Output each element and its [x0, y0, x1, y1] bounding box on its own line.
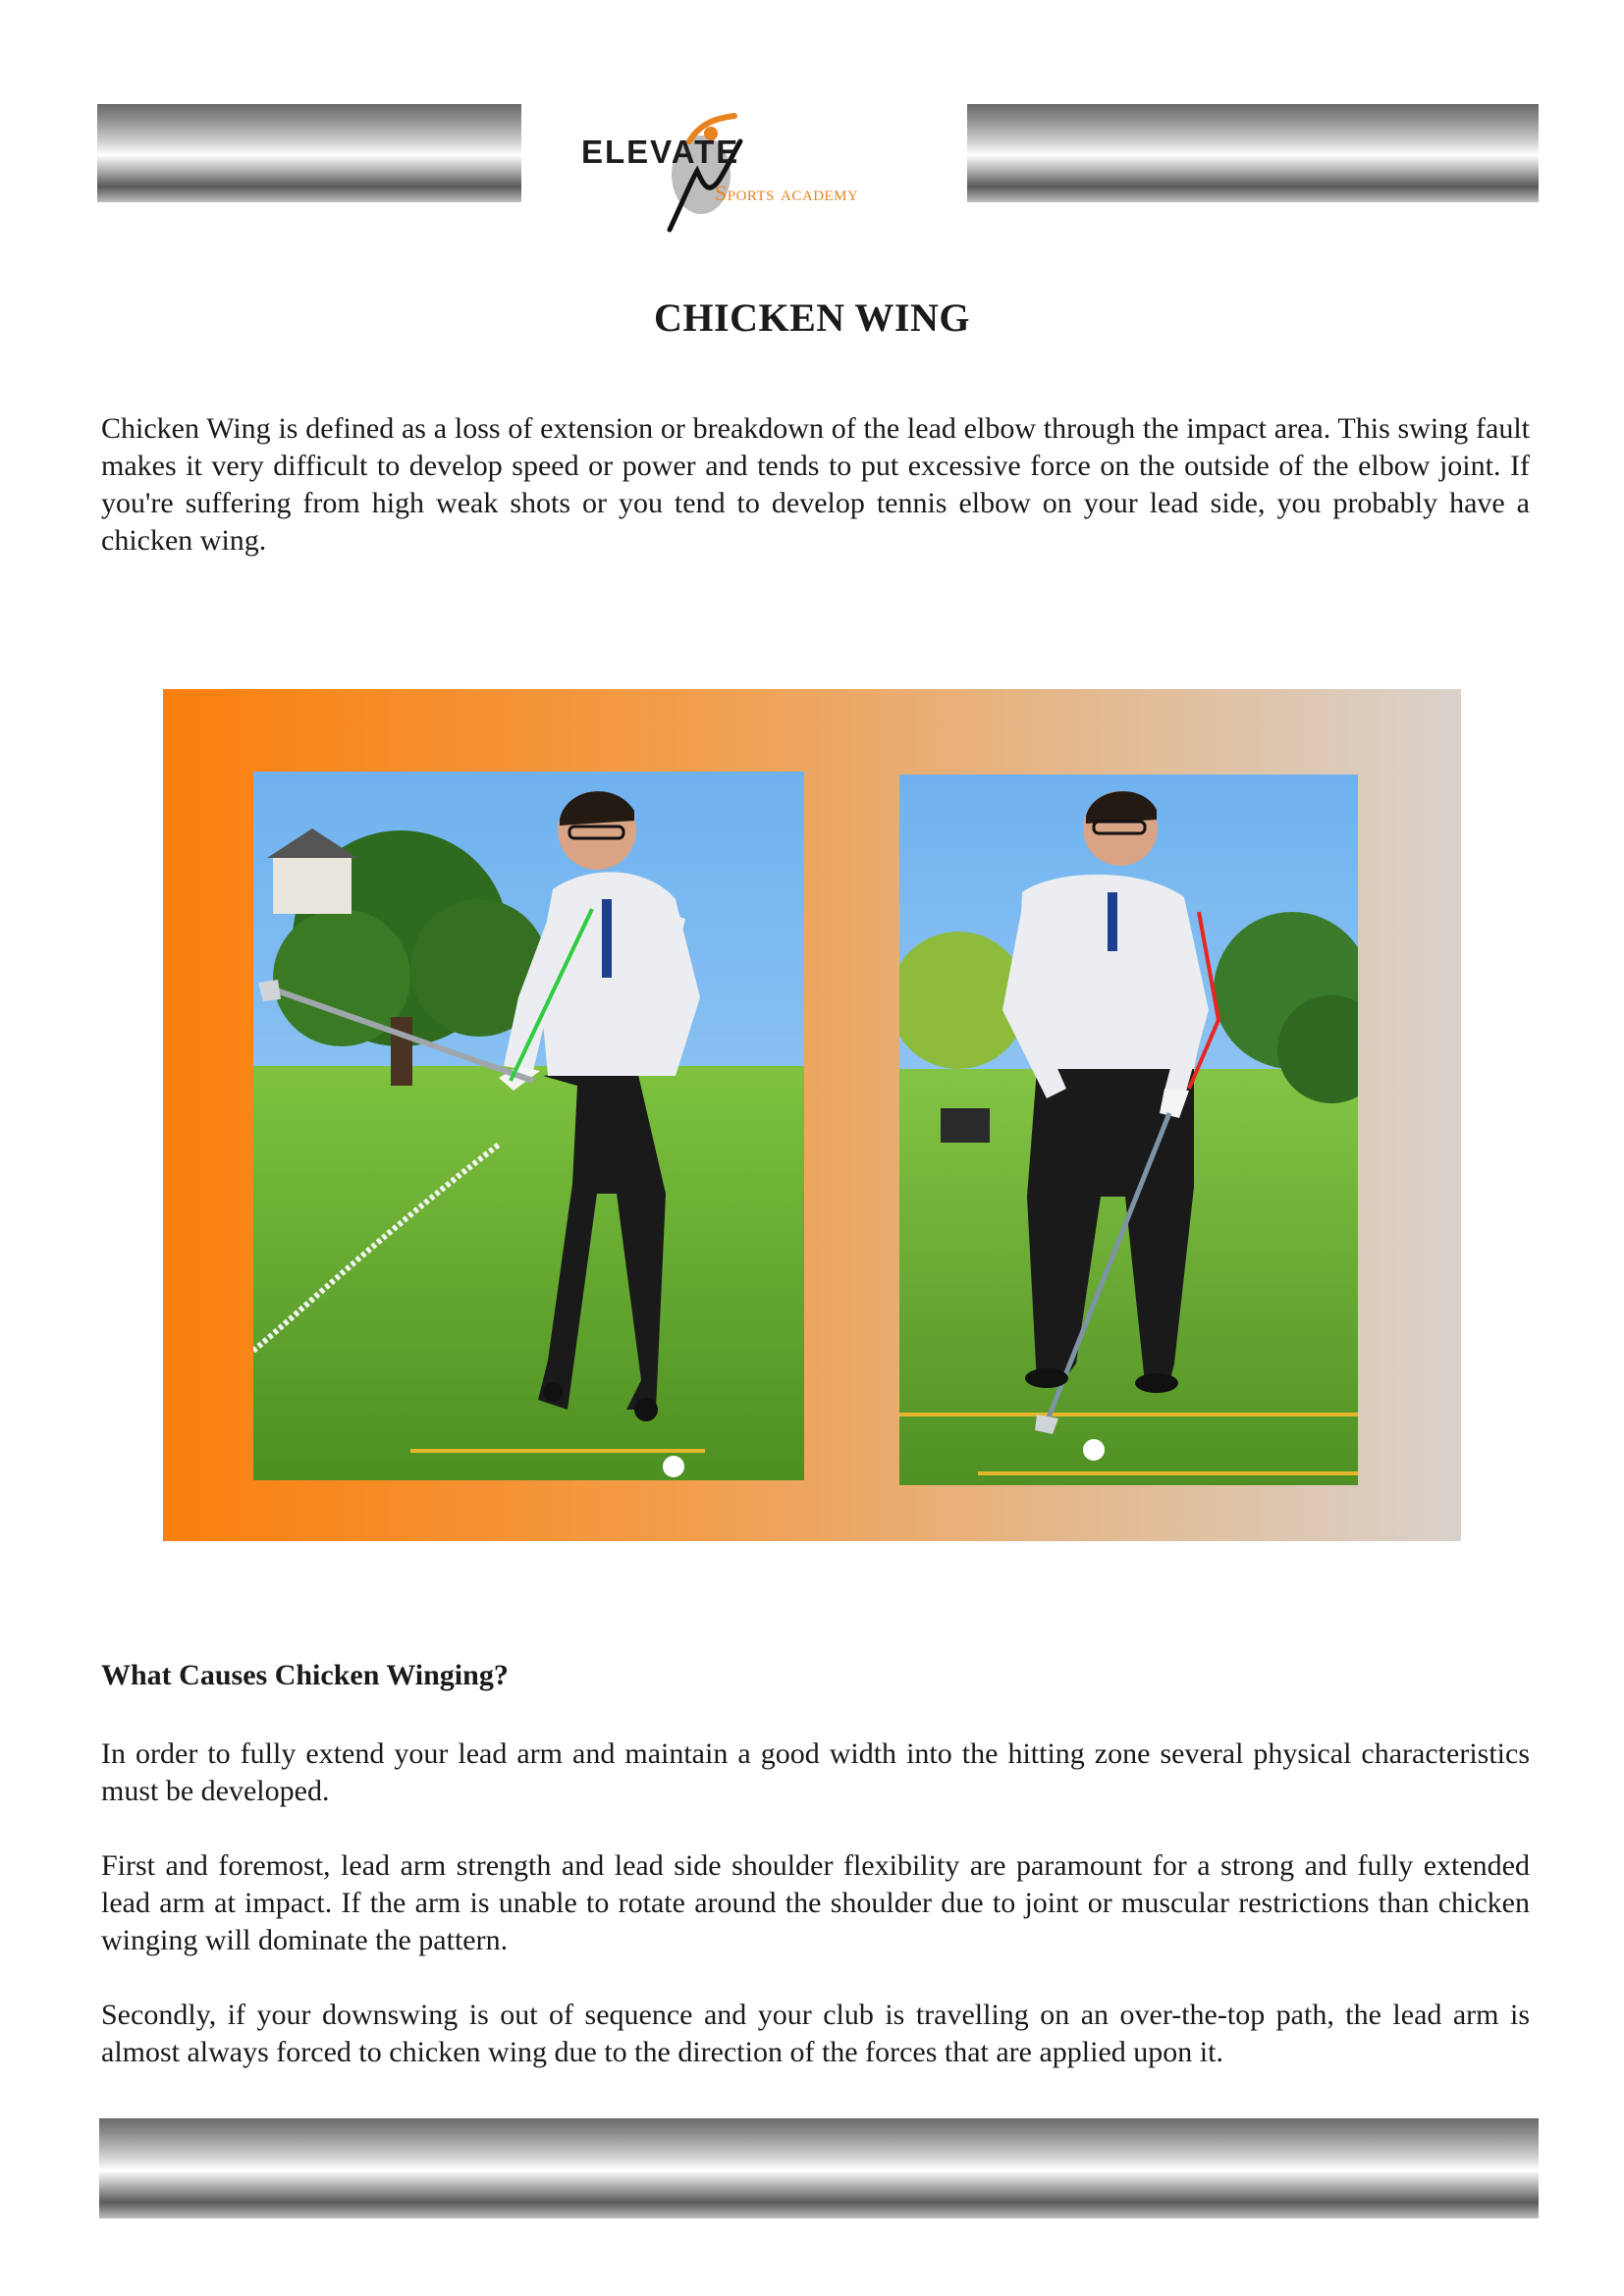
- intro-paragraph: Chicken Wing is defined as a loss of extension or breakdown of the lead elbow through the impact area. This swing fault makes it very difficult to develop speed or power and tends to put excessive force on the outside of the elbow joint. If you're suffering from high weak shots or you tend to develop tennis elbow on your lead side, you probably have a chicken wing.: [101, 412, 1530, 557]
- golfer-illustration-right: [899, 774, 1358, 1485]
- header-bar-left: [97, 104, 521, 202]
- photo-panel: [163, 689, 1461, 1541]
- logo-tagline: Sports academy: [715, 181, 859, 205]
- footer-bar: [99, 2118, 1539, 2218]
- page-title: CHICKEN WING: [654, 295, 970, 340]
- section-heading: What Causes Chicken Winging?: [101, 1659, 509, 1691]
- section-paragraph-1: In order to fully extend your lead arm and maintain a good width into the hitting zone several physical characteristics must be developed.: [101, 1737, 1530, 1807]
- photo-chicken-wing: [899, 774, 1358, 1485]
- golfer-illustration-left: [253, 772, 804, 1480]
- logo-swoosh-icon: [650, 112, 768, 240]
- section-paragraph-2: First and foremost, lead arm strength and lead side shoulder flexibility are paramount for a strong and fully extended lead arm at impact. If the arm is unable to rotate around the shoulder due to joint or muscular restrictions than chicken winging will dominate the pattern.: [101, 1849, 1530, 1956]
- section-paragraph-3: Secondly, if your downswing is out of sequence and your club is travelling on an over-the-top path, the lead arm is almost always forced to chicken wing due to the direction of the forces that are applied upon it.: [101, 1999, 1530, 2068]
- photo-extended-arm: [253, 772, 804, 1480]
- header-bar-right: [967, 104, 1539, 202]
- elevate-logo: [569, 106, 923, 243]
- logo-wordmark: ELEVATE: [581, 133, 740, 170]
